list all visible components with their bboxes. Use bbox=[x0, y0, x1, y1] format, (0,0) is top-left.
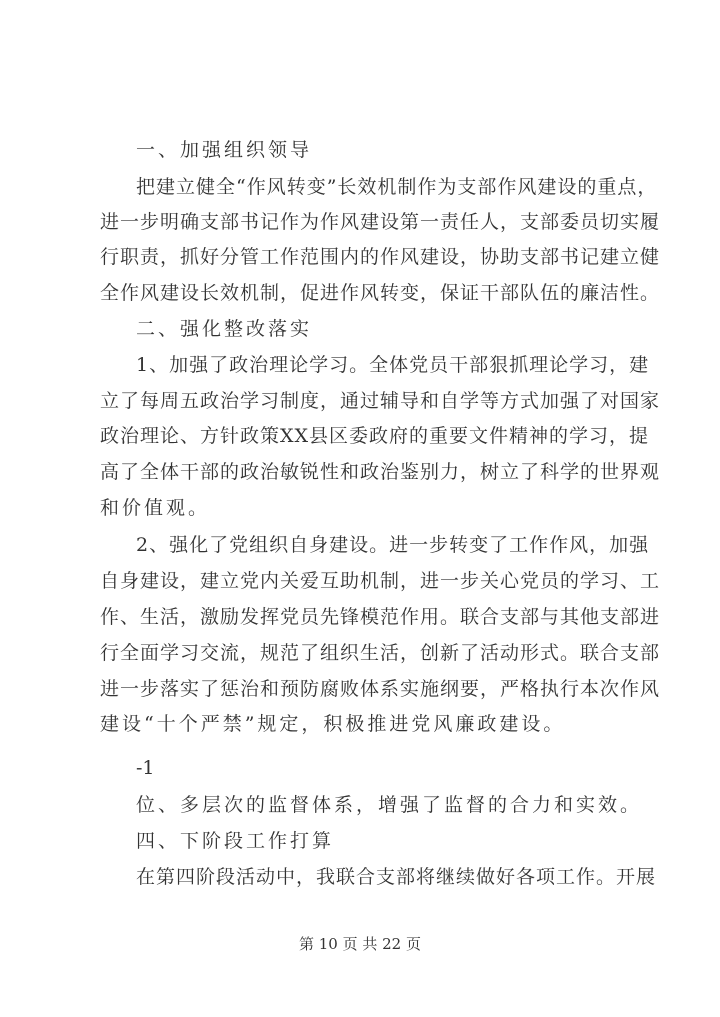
paragraph-line: 行全面学习交流，规范了组织生活，创新了活动形式。联合支部 bbox=[100, 642, 661, 664]
paragraph-line: 自身建设，建立党内关爱互助机制，进一步关心党员的学习、工 bbox=[100, 570, 661, 592]
paragraph-line: 全作风建设长效机制，促进作风转变，保证干部队伍的廉洁性。 bbox=[100, 282, 661, 304]
heading-1: 一、加强组织领导 bbox=[136, 139, 313, 161]
paragraph-line: 2、强化了党组织自身建设。进一步转变了工作作风，加强 bbox=[136, 534, 650, 556]
paragraph-line: 进一步明确支部书记作为作风建设第一责任人，支部委员切实履 bbox=[100, 211, 661, 233]
paragraph-line: 政治理论、方针政策XX县区委政府的重要文件精神的学习，提 bbox=[100, 425, 650, 447]
page-marker: -1 bbox=[136, 757, 155, 779]
paragraph-line: 进一步落实了惩治和预防腐败体系实施纲要，严格执行本次作风 bbox=[100, 678, 661, 700]
heading-2: 二、强化整改落实 bbox=[136, 318, 313, 340]
heading-4: 四、下阶段工作打算 bbox=[136, 830, 335, 852]
paragraph-line: 把建立健全“作风转变”长效机制作为支部作风建设的重点， bbox=[136, 176, 658, 198]
paragraph-line: 位、多层次的监督体系，增强了监督的合力和实效。 bbox=[136, 794, 643, 816]
paragraph-line: 建设“十个严禁”规定，积极推进党风廉政建设。 bbox=[100, 713, 566, 735]
paragraph-line: 作、生活，激励发挥党员先锋模范作用。联合支部与其他支部进 bbox=[100, 606, 661, 628]
paragraph-line: 1、加强了政治理论学习。全体党员干部狠抓理论学习，建 bbox=[136, 354, 650, 376]
paragraph-line: 在第四阶段活动中，我联合支部将继续做好各项工作。开展 bbox=[136, 866, 657, 888]
paragraph-line: 和价值观。 bbox=[100, 497, 211, 519]
page-footer: 第 10 页 共 22 页 bbox=[298, 935, 421, 953]
paragraph-line: 高了全体干部的政治敏锐性和政治鉴别力，树立了科学的世界观 bbox=[100, 461, 661, 483]
paragraph-line: 立了每周五政治学习制度，通过辅导和自学等方式加强了对国家 bbox=[100, 390, 661, 412]
paragraph-line: 行职责，抓好分管工作范围内的作风建设，协助支部书记建立健 bbox=[100, 246, 661, 268]
